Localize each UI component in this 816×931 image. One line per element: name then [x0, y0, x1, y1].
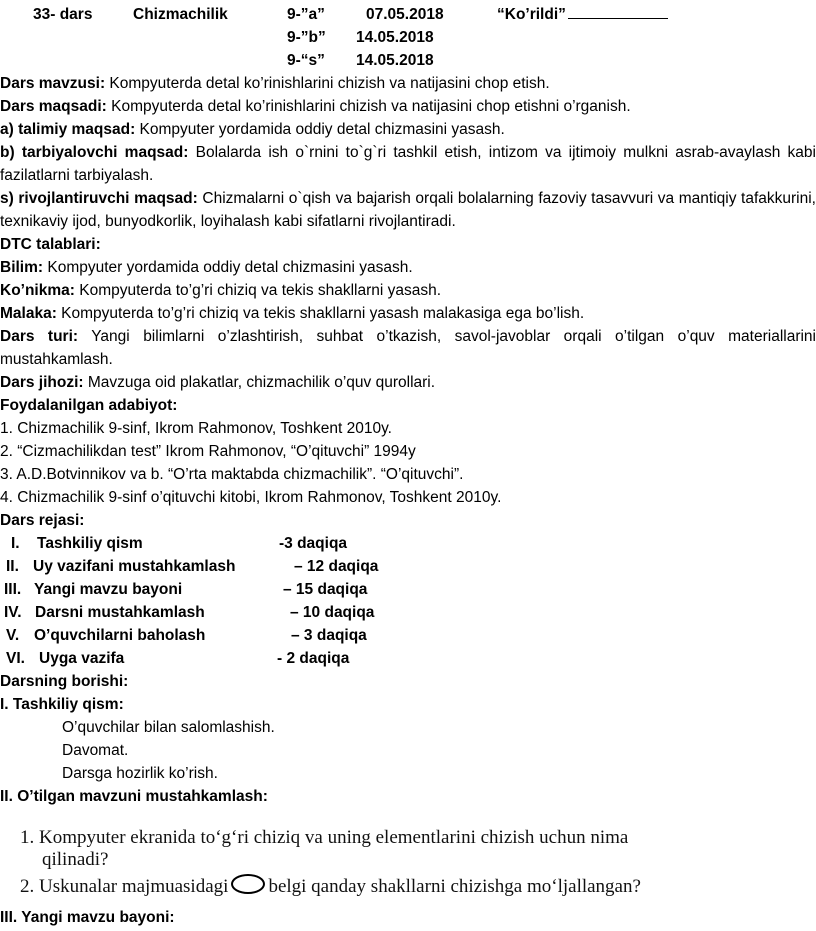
process-heading: Darsning borishi: — [0, 673, 129, 690]
practice-line: Malaka: Kompyuterda to’g’ri chiziq va tekis shakllarni yasash malakasiga ega bo’lish. — [0, 305, 585, 322]
scanned-questions — [0, 820, 770, 906]
new-topic-heading: III. Yangi mavzu bayoni: — [0, 909, 175, 926]
lesson-type: Dars turi: Yangi bilimlarni o’zlashtirish, suhbat o’tkazish, savol-javoblar orqali o’tilgan o’quv materiallarini mustahkamlash. — [0, 328, 816, 368]
date-b: 14.05.2018 — [356, 29, 434, 46]
literature-item: 3. A.D.Botvinnikov va b. “O’rta maktabda chizmachilik”. “O’qituvchi”. — [0, 466, 464, 483]
ellipse-tool-icon — [231, 874, 265, 894]
organization-heading: I. Tashkiliy qism: — [0, 696, 124, 713]
date-a: 07.05.2018 — [366, 6, 444, 23]
subject-title: Chizmachilik — [133, 6, 228, 23]
plan-heading: Dars rejasi: — [0, 512, 85, 529]
organization-item: Davomat. — [62, 742, 129, 759]
literature-item: 2. “Cizmachilikdan test” Ikrom Rahmonov, “O’qituvchi” 1994y — [0, 443, 416, 460]
equipment-line: Dars jihozi: Mavzuga oid plakatlar, chizmachilik o’quv qurollari. — [0, 374, 436, 391]
review-heading: II. O’tilgan mavzuni mustahkamlash: — [0, 788, 268, 805]
literature-item: 4. Chizmachilik 9-sinf o’qituvchi kitobi, Ikrom Rahmonov, Toshkent 2010y. — [0, 489, 502, 506]
developmental-goal: s) rivojlantiruvchi maqsad: Chizmalarni o`qish va bajarish orqali bolalarning fazoviy tasavvuri va mantiqiy tafakkurini, texnikaviy ijod, bunyodkorlik, loyihalash kabi sifatlarni rivojlantiradi. — [0, 190, 816, 230]
literature-item: 1. Chizmachilik 9-sinf, Ikrom Rahmonov, Toshkent 2010y. — [0, 420, 392, 437]
signature-line — [568, 3, 668, 19]
knowledge-line: Bilim: Kompyuter yordamida oddiy detal chizmasini yasash. — [0, 259, 413, 276]
class-s: 9-“s” — [287, 52, 325, 69]
lesson-number: 33- dars — [33, 6, 93, 23]
class-b: 9-”b” — [287, 29, 326, 46]
dtc-heading: DTC talablari: — [0, 236, 101, 253]
question-1-line-2: qilinadi? — [42, 849, 109, 870]
literature-heading: Foydalanilgan adabiyot: — [0, 397, 178, 414]
upbringing-goal: b) tarbiyalovchi maqsad: Bolalarda ish o`rnini to`g`ri tashkil etish, intizom va ijtimoiy mulkni asrab-avaylash kabi fazilatlarni tarbiyalash. — [0, 144, 816, 184]
skill-line: Ko’nikma: Kompyuterda to’g’ri chiziq va tekis shakllarni yasash. — [0, 282, 442, 299]
organization-item: O’quvchilar bilan salomlashish. — [62, 719, 275, 736]
topic-line: Dars mavzusi: Kompyuterda detal ko’rinishlarini chizish va natijasini chop etish. — [0, 75, 550, 92]
plan-item: II. Uy vazifani mustahkamlash – 12 daqiqa — [6, 558, 379, 575]
question-1-line-1: 1. Kompyuter ekranida to‘g‘ri chiziq va uning elementlarini chizish uchun nima — [20, 827, 629, 848]
approval-label: “Ko’rildi” — [497, 6, 566, 23]
approval-field — [497, 3, 668, 26]
plan-item: IV. Darsni mustahkamlash – 10 daqiqa — [4, 604, 375, 621]
date-s: 14.05.2018 — [356, 52, 434, 69]
question-2: 2. Uskunalar majmuasidagi belgi qanday shakllarni chizishga mo‘ljallangan? — [20, 876, 641, 897]
goal-line: Dars maqsadi: Kompyuterda detal ko’rinishlarini chizish va natijasini chop etishni o’rganish. — [0, 98, 631, 115]
plan-item: V. O’quvchilarni baholash – 3 daqiqa — [6, 627, 367, 644]
educational-goal: a) talimiy maqsad: Kompyuter yordamida oddiy detal chizmasini yasash. — [0, 121, 505, 138]
plan-item: VI. Uyga vazifa - 2 daqiqa — [6, 650, 350, 667]
organization-item: Darsga hozirlik ko’rish. — [62, 765, 218, 782]
lesson-body — [0, 72, 816, 808]
plan-item: I. Tashkiliy qism -3 daqiqa — [11, 535, 348, 552]
plan-item: III. Yangi mavzu bayoni – 15 daqiqa — [4, 581, 368, 598]
class-a: 9-”a” — [287, 6, 325, 23]
